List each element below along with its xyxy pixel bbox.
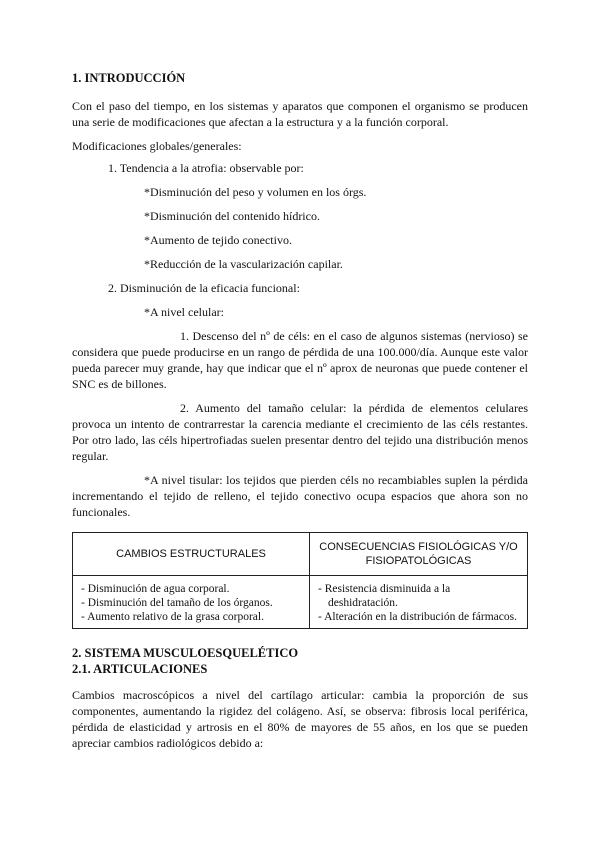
tissue-level-paragraph: *A nivel tisular: los tejidos que pierden céls no recambiables suplen la pérdida incrementando el tejido de relleno, el tejido conectivo ocupa espacios que ahora son no funcionales. (72, 473, 528, 519)
table-header-right: CONSECUENCIAS FISIOLÓGICAS Y/O FISIOPATOLÓGICAS (310, 533, 528, 576)
document-page (72, 70, 528, 751)
cellular-level-label: *A nivel celular: (144, 305, 224, 319)
cellular-point-2: 2. Aumento del tamaño celular: la pérdida de elementos celulares provoca un intento de contrarrestar la carencia mediante el crecimiento de las céls restantes. Por otro lado, las céls hipertrofiadas suelen presentar dentro del tejido una distribución menos regular. (72, 401, 528, 463)
list-item: - Alteración en la distribución de fármacos. (318, 611, 517, 623)
list-item-atrofia: 1. Tendencia a la atrofia: observable por: (108, 161, 304, 175)
table-cell-right (310, 576, 528, 629)
list-item: - Disminución del tamaño de los órganos. (81, 597, 273, 609)
sub-item-peso: *Disminución del peso y volumen en los órgs. (144, 185, 367, 199)
list-item: - Aumento relativo de la grasa corporal. (81, 611, 264, 623)
articulaciones-paragraph: Cambios macroscópicos a nivel del cartílago articular: cambia la proporción de sus componentes, aumentando la rigidez del colágeno. Así, se observa: fibrosis local periférica, pérdida de elasticidad y artrosis en el 80% de mayores de 55 años, en los que se pueden apreciar cambios radiológicos debido a: (72, 688, 528, 750)
subsection-heading-articulaciones: 2.1. ARTICULACIONES (72, 662, 208, 676)
section-heading-musculoesqueletico: 2. SISTEMA MUSCULOESQUELÉTICO (72, 646, 299, 660)
sub-item-conectivo: *Aumento de tejido conectivo. (144, 233, 292, 247)
list-item: - Disminución de agua corporal. (81, 583, 230, 595)
changes-table (72, 532, 528, 629)
global-modifications-label: Modificaciones globales/generales: (72, 139, 242, 153)
sub-item-hidrico: *Disminución del contenido hídrico. (144, 209, 320, 223)
sub-item-vascularizacion: *Reducción de la vascularización capilar. (144, 257, 343, 271)
table-cell-left (73, 576, 310, 629)
list-item: - Resistencia disminuida a la deshidratación. (318, 583, 451, 609)
list-item-eficacia: 2. Disminución de la eficacia funcional: (108, 281, 300, 295)
intro-paragraph: Con el paso del tiempo, en los sistemas y aparatos que componen el organismo se producen una serie de modificaciones que afectan a la estructura y a la función corporal. (72, 99, 528, 129)
table-header-left: CAMBIOS ESTRUCTURALES (73, 533, 310, 576)
cellular-point-1: 1. Descenso del nº de céls: en el caso de algunos sistemas (nervioso) se considera que puede producirse en un rango de pérdida de una 100.000/día. Aunque este valor pueda parecer muy grande, hay que indicar que el nº aprox de neuronas que puede contener el SNC es de billones. (72, 329, 528, 391)
section-heading-introduccion: 1. INTRODUCCIÓN (72, 71, 186, 85)
